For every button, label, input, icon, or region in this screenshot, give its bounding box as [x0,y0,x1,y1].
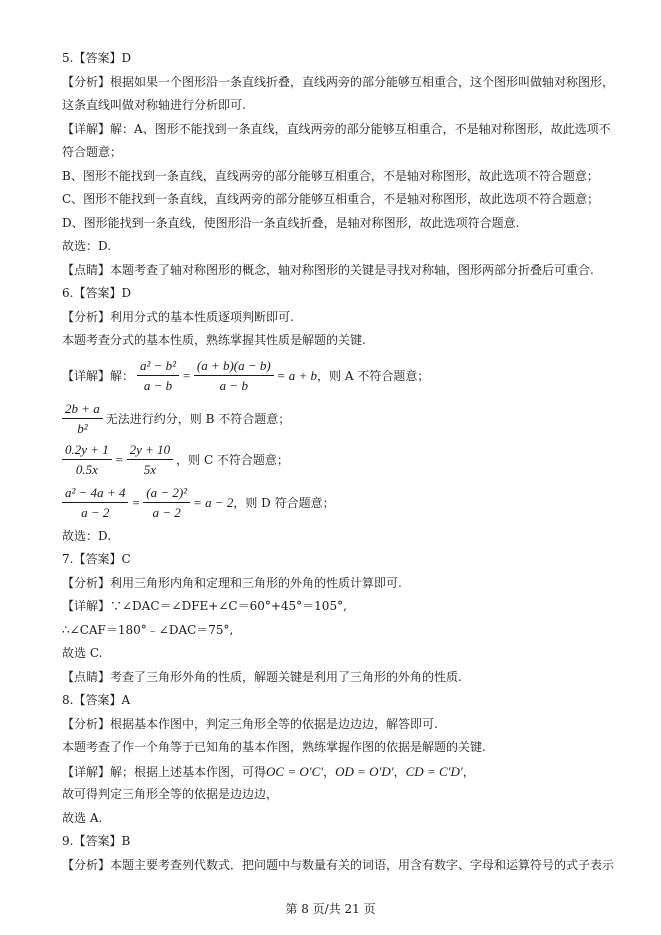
q8-analysis-cont: 本题考查了作一个角等于已知角的基本作图，熟练掌握作图的依据是解题的关键. [62,740,486,754]
q8-detail: 【详解】解；根据上述基本作图，可得OC = O′C′，OD = O′D′，CD = C′D′， [62,763,475,779]
q6-step-c: $\frac{0.2y + 1}{0.5x}$ = $\frac{2y + 10}{5x}$ ，则 C 不符合题意； [62,439,607,481]
q5-analysis: 【分析】根据如果一个图形沿一条直线折叠，直线两旁的部分能够互相重合，这个图形叫做轴对称图形， [62,74,615,89]
q5-answer: 5.【答案】D [62,51,132,65]
q6-analysis-cont: 本题考查分式的基本性质，熟练掌握其性质是解题的关键. [62,333,366,347]
q7-comment: 【点睛】考查了三角形外角的性质，解题关键是利用了三角形的外角的性质. [62,669,462,684]
fraction: $\frac{2b + a}{\text{b²}}$ [62,400,103,437]
q5-detail-a-cont: 符合题意； [62,145,123,159]
document-page [62,47,615,877]
q5-comment: 【点睛】本题考查了轴对称图形的概念，轴对称图形的关键是寻找对称轴，图形两部分折叠后可重合. [62,262,594,277]
q5-detail-c: C、图形不能找到一条直线，直线两旁的部分能够互相重合，不是轴对称图形，故此选项不符合题意； [62,192,600,206]
q7-detail: 【详解】∵∠DAC＝∠DFE+∠C＝60°+45°＝105°, [62,599,347,613]
q7-choice: 故选 C. [62,646,103,660]
q9-analysis: 【分析】本题主要考查列代数式．把问题中与数量有关的词语，用含有数字、字母和运算符号的式子表示 [62,857,615,872]
q8-conclusion: 故可得判定三角形全等的依据是边边边， [62,787,279,801]
q8-analysis: 【分析】根据基本作图中，判定三角形全等的依据是边边边，解答即可. [62,716,438,731]
fraction: $\frac{0.2y + 1}{0.5x}$ [62,441,112,478]
fraction: $\frac{\text{a² − 4a + 4}}{a - 2}$ [62,484,128,521]
q6-answer: 6.【答案】D [62,286,132,300]
fraction: $\frac{\text{(a − 2)²}}{a - 2}$ [143,484,190,521]
q7-detail-cont: ∴∠CAF＝180°﹣∠DAC＝75°, [62,622,234,637]
q5-detail-a: 【详解】解：A、图形不能找到一条直线，直线两旁的部分能够互相重合，不是轴对称图形，故此选项不 [62,121,611,136]
q6-choice: 故选：D. [62,528,112,543]
q5-detail-d: D、图形能找到一条直线，使图形沿一条直线折叠，是轴对称图形，故此选项符合题意. [62,215,520,230]
q5-detail-b: B、图形不能找到一条直线，直线两旁的部分能够互相重合，不是轴对称图形，故此选项不符合题意； [62,168,599,183]
q6-detail-label: 【详解】解： [62,369,135,383]
q8-answer: 8.【答案】A [62,693,131,707]
q9-answer: 9.【答案】B [62,834,131,848]
q8-choice: 故选 A. [62,810,103,825]
fraction: $\frac{2y + 10}{5x}$ [127,441,174,478]
q6-analysis: 【分析】利用分式的基本性质逐项判断即可. [62,309,294,324]
fraction: $\frac{\text{a² − b²}}{a - b}$ [137,357,179,394]
page-footer: 第 8 页/共 21 页 [285,902,376,916]
q7-analysis: 【分析】利用三角形内角和定理和三角形的外角的性质计算即可. [62,575,402,590]
q6-step-d: $\frac{\text{a² − 4a + 4}}{a - 2}$ = $\frac{\text{(a − 2)²}}{a - 2}$ = a − 2 ，则 D 符合题意； [62,481,607,525]
q7-answer: 7.【答案】C [62,552,131,566]
q5-analysis-cont: 这条直线叫做对称轴进行分析即可. [62,98,246,112]
fraction: $\frac{(a + b)(a - b)}{a - b}$ [194,357,274,394]
q5-choice: 故选：D. [62,239,112,253]
q6-step-b: $\frac{2b + a}{\text{b²}}$ 无法进行约分，则 B 不符合题意； [62,399,607,439]
q6-step-a: 【详解】解： $\frac{\text{a² − b²}}{a - b}$ = $\frac{(a + b)(a - b)}{a - b}$ = a + b ，则 A 不符合题意； [62,358,430,393]
